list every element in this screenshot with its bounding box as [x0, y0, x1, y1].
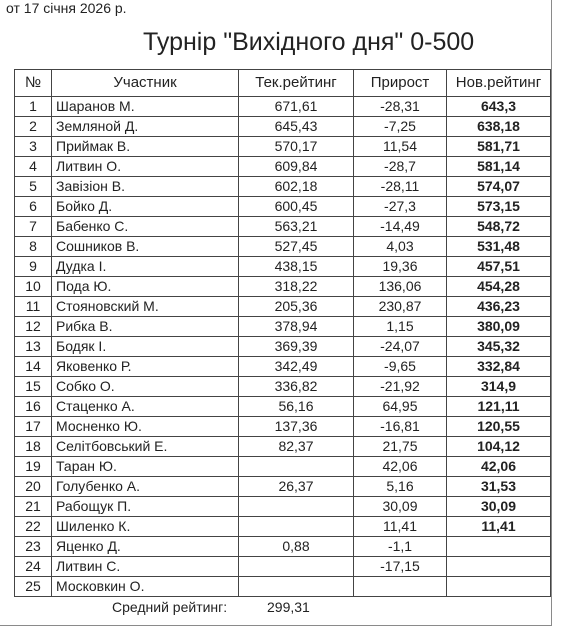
cell-number: 13	[15, 337, 52, 357]
cell-number: 5	[15, 177, 52, 197]
column-header-current-rating: Тек.рейтинг	[239, 70, 354, 97]
cell-participant: Голубенко А.	[52, 477, 239, 497]
cell-participant: Стояновский М.	[52, 297, 239, 317]
cell-gain: 21,75	[354, 437, 447, 457]
cell-number: 22	[15, 517, 52, 537]
cell-gain: -28,7	[354, 157, 447, 177]
cell-current-rating: 602,18	[239, 177, 354, 197]
cell-current-rating	[239, 457, 354, 477]
table-row	[15, 537, 551, 557]
cell-gain	[354, 577, 447, 597]
cell-current-rating: 570,17	[239, 137, 354, 157]
cell-gain: 5,16	[354, 477, 447, 497]
cell-new-rating: 380,09	[447, 317, 551, 337]
cell-new-rating: 643,3	[447, 97, 551, 117]
cell-current-rating: 369,39	[239, 337, 354, 357]
cell-gain: 64,95	[354, 397, 447, 417]
cell-current-rating: 600,45	[239, 197, 354, 217]
cell-current-rating: 609,84	[239, 157, 354, 177]
cell-gain: -27,3	[354, 197, 447, 217]
cell-current-rating: 336,82	[239, 377, 354, 397]
cell-current-rating: 82,37	[239, 437, 354, 457]
cell-new-rating: 581,14	[447, 157, 551, 177]
cell-current-rating: 563,21	[239, 217, 354, 237]
cell-number: 10	[15, 277, 52, 297]
cell-current-rating: 438,15	[239, 257, 354, 277]
cell-new-rating: 454,28	[447, 277, 551, 297]
cell-new-rating: 345,32	[447, 337, 551, 357]
cell-new-rating: 436,23	[447, 297, 551, 317]
cell-participant: Пода Ю.	[52, 277, 239, 297]
cell-participant: Шиленко К.	[52, 517, 239, 537]
cell-number: 8	[15, 237, 52, 257]
cell-new-rating	[447, 537, 551, 557]
table-row	[15, 517, 551, 537]
cell-gain: 230,87	[354, 297, 447, 317]
cell-gain: -21,92	[354, 377, 447, 397]
table-row	[15, 137, 551, 157]
cell-gain: -17,15	[354, 557, 447, 577]
table-row	[15, 97, 551, 117]
cell-number: 21	[15, 497, 52, 517]
table-row	[15, 357, 551, 377]
cell-gain: 19,36	[354, 257, 447, 277]
table-row	[15, 217, 551, 237]
table-header-row	[15, 70, 551, 97]
cell-number: 1	[15, 97, 52, 117]
cell-new-rating: 573,15	[447, 197, 551, 217]
cell-number: 24	[15, 557, 52, 577]
average-rating-label: Средний рейтинг:	[112, 599, 228, 615]
cell-number: 20	[15, 477, 52, 497]
cell-number: 12	[15, 317, 52, 337]
table-row	[15, 457, 551, 477]
cell-participant: Таран Ю.	[52, 457, 239, 477]
cell-participant: Литвин О.	[52, 157, 239, 177]
cell-number: 6	[15, 197, 52, 217]
cell-participant: Земляной Д.	[52, 117, 239, 137]
cell-participant: Яковенко Р.	[52, 357, 239, 377]
cell-new-rating: 11,41	[447, 517, 551, 537]
cell-new-rating: 104,12	[447, 437, 551, 457]
cell-gain: 11,41	[354, 517, 447, 537]
cell-participant: Приймак В.	[52, 137, 239, 157]
table-row	[15, 577, 551, 597]
table-row	[15, 417, 551, 437]
cell-gain: -9,65	[354, 357, 447, 377]
cell-gain: -28,11	[354, 177, 447, 197]
table-row	[15, 477, 551, 497]
column-header-participant: Участник	[52, 70, 239, 97]
table-row	[15, 497, 551, 517]
cell-gain: 11,54	[354, 137, 447, 157]
cell-participant: Бабенко С.	[52, 217, 239, 237]
report-date: от 17 січня 2026 р.	[6, 0, 127, 16]
cell-new-rating: 457,51	[447, 257, 551, 277]
cell-participant: Мосненко Ю.	[52, 417, 239, 437]
cell-gain: -14,49	[354, 217, 447, 237]
cell-current-rating: 378,94	[239, 317, 354, 337]
cell-participant: Стаценко А.	[52, 397, 239, 417]
cell-number: 15	[15, 377, 52, 397]
cell-number: 23	[15, 537, 52, 557]
page-title: Турнір "Вихідного дня" 0-500	[143, 28, 475, 56]
table-row	[15, 337, 551, 357]
cell-number: 7	[15, 217, 52, 237]
cell-gain: 42,06	[354, 457, 447, 477]
cell-gain: -1,1	[354, 537, 447, 557]
cell-current-rating	[239, 557, 354, 577]
cell-number: 11	[15, 297, 52, 317]
cell-current-rating: 342,49	[239, 357, 354, 377]
cell-new-rating: 30,09	[447, 497, 551, 517]
cell-participant: Селітбовський Е.	[52, 437, 239, 457]
cell-gain: 4,03	[354, 237, 447, 257]
rating-table-body	[15, 97, 551, 597]
cell-number: 14	[15, 357, 52, 377]
cell-current-rating	[239, 517, 354, 537]
rating-table	[14, 69, 551, 597]
cell-current-rating: 205,36	[239, 297, 354, 317]
cell-number: 3	[15, 137, 52, 157]
cell-current-rating: 527,45	[239, 237, 354, 257]
cell-participant: Собко О.	[52, 377, 239, 397]
cell-number: 9	[15, 257, 52, 277]
cell-new-rating: 31,53	[447, 477, 551, 497]
table-row	[15, 557, 551, 577]
table-row	[15, 377, 551, 397]
cell-number: 18	[15, 437, 52, 457]
cell-current-rating: 137,36	[239, 417, 354, 437]
cell-participant: Завізіон В.	[52, 177, 239, 197]
table-row	[15, 277, 551, 297]
cell-current-rating	[239, 577, 354, 597]
cell-current-rating: 26,37	[239, 477, 354, 497]
cell-current-rating: 645,43	[239, 117, 354, 137]
table-row	[15, 157, 551, 177]
average-rating-value: 299,31	[267, 599, 310, 615]
table-row	[15, 257, 551, 277]
column-header-new-rating: Нов.рейтинг	[447, 70, 551, 97]
cell-number: 19	[15, 457, 52, 477]
table-row	[15, 197, 551, 217]
cell-current-rating: 671,61	[239, 97, 354, 117]
cell-participant: Рибка В.	[52, 317, 239, 337]
cell-gain: -24,07	[354, 337, 447, 357]
cell-new-rating: 548,72	[447, 217, 551, 237]
cell-gain: -16,81	[354, 417, 447, 437]
cell-current-rating: 318,22	[239, 277, 354, 297]
cell-participant: Яценко Д.	[52, 537, 239, 557]
cell-gain: 30,09	[354, 497, 447, 517]
cell-number: 2	[15, 117, 52, 137]
column-header-gain: Прирост	[354, 70, 447, 97]
cell-gain: 136,06	[354, 277, 447, 297]
cell-participant: Дудка І.	[52, 257, 239, 277]
cell-participant: Бодяк І.	[52, 337, 239, 357]
cell-participant: Шаранов М.	[52, 97, 239, 117]
cell-participant: Сошников В.	[52, 237, 239, 257]
cell-new-rating: 581,71	[447, 137, 551, 157]
table-row	[15, 437, 551, 457]
column-header-number: №	[15, 70, 52, 97]
cell-number: 25	[15, 577, 52, 597]
cell-new-rating: 574,07	[447, 177, 551, 197]
cell-number: 16	[15, 397, 52, 417]
cell-new-rating: 638,18	[447, 117, 551, 137]
cell-new-rating	[447, 577, 551, 597]
table-row	[15, 397, 551, 417]
cell-participant: Литвин С.	[52, 557, 239, 577]
cell-participant: Бойко Д.	[52, 197, 239, 217]
cell-number: 4	[15, 157, 52, 177]
cell-gain: -28,31	[354, 97, 447, 117]
cell-new-rating: 531,48	[447, 237, 551, 257]
cell-current-rating: 0,88	[239, 537, 354, 557]
table-row	[15, 237, 551, 257]
table-row	[15, 117, 551, 137]
cell-new-rating	[447, 557, 551, 577]
cell-new-rating: 120,55	[447, 417, 551, 437]
table-row	[15, 297, 551, 317]
cell-gain: 1,15	[354, 317, 447, 337]
table-row	[15, 317, 551, 337]
cell-current-rating	[239, 497, 354, 517]
cell-participant: Московкин О.	[52, 577, 239, 597]
table-row	[15, 177, 551, 197]
cell-participant: Рабощук П.	[52, 497, 239, 517]
cell-gain: -7,25	[354, 117, 447, 137]
cell-number: 17	[15, 417, 52, 437]
cell-current-rating: 56,16	[239, 397, 354, 417]
cell-new-rating: 332,84	[447, 357, 551, 377]
cell-new-rating: 42,06	[447, 457, 551, 477]
cell-new-rating: 314,9	[447, 377, 551, 397]
cell-new-rating: 121,11	[447, 397, 551, 417]
